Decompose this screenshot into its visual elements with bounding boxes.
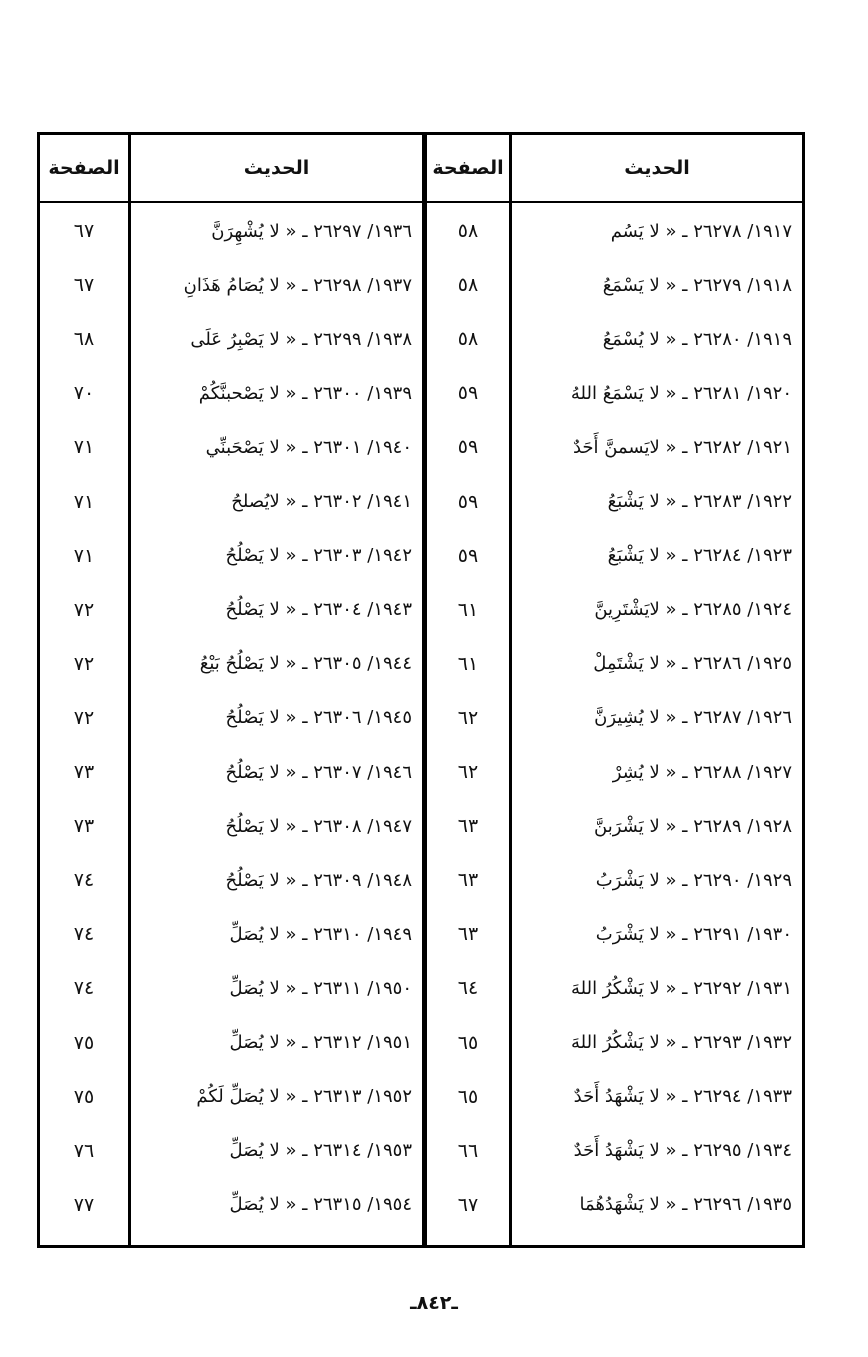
header-hadith-left: الحديث [243,157,310,179]
left-hadith-cell: ١٩٤٣/ ٢٦٣٠٤ ـ « لا يَصْلُحُ [225,599,412,621]
table-row [40,475,802,529]
right-hadith-cell: ١٩٢٤/ ٢٦٢٨٥ ـ « لايَشْتَرِينَّ [594,599,792,621]
right-page-cell: ٦٧ [457,1193,479,1216]
header-page-right: الصفحة [432,157,504,179]
left-page-cell: ٧٣ [73,761,95,783]
right-page-cell: ٦٤ [457,977,479,1000]
left-page-cell: ٧٤ [73,869,95,892]
table-row [40,799,802,853]
table-row [40,1016,802,1070]
table-row [40,907,802,961]
left-hadith-cell: ١٩٣٧/ ٢٦٢٩٨ ـ « لا يُصَامُ هَذَانِ [183,274,412,296]
page-number: ـ٨٤٢ـ [410,1292,458,1314]
right-page-cell: ٦٦ [457,1139,479,1162]
header-hadith-right: الحديث [624,157,690,179]
right-hadith-cell: ١٩٢٩/ ٢٦٢٩٠ ـ « لا يَشْرَبُ [595,869,792,891]
right-hadith-cell: ١٩١٩/ ٢٦٢٨٠ ـ « لا يُسْمَعُ [602,328,792,350]
table-row [40,366,802,420]
left-page-cell: ٦٧ [73,220,95,242]
right-hadith-cell: ١٩٢١/ ٢٦٢٨٢ ـ « لايَسمنَّ أَحَدٌ [572,436,792,458]
left-page-cell: ٧١ [73,490,95,513]
right-page-cell: ٥٩ [457,544,479,567]
left-page-cell: ٧٤ [73,923,95,946]
right-hadith-cell: ١٩١٨/ ٢٦٢٧٩ ـ « لا يَسْمَعُ [602,274,792,296]
left-hadith-cell: ١٩٥٢/ ٢٦٣١٣ ـ « لا يُصَلِّ لَكُمْ [196,1086,412,1108]
right-page-cell: ٥٨ [457,274,479,297]
left-hadith-cell: ١٩٤١/ ٢٦٣٠٢ ـ « لايُصلحُ [231,491,412,512]
right-page-cell: ٦٣ [457,923,479,946]
table-row [40,1178,802,1232]
right-hadith-cell: ١٩١٧/ ٢٦٢٧٨ ـ « لا يَسُم [610,220,792,242]
table-row [40,420,802,474]
left-hadith-cell: ١٩٤٤/ ٢٦٣٠٥ ـ « لا يَصْلُحُ بَيْعُ [199,653,412,675]
table-row [40,204,802,258]
left-hadith-cell: ١٩٣٩/ ٢٦٣٠٠ ـ « لا يَصْحبنَّكُمْ [198,382,412,404]
table-row [40,691,802,745]
right-page-cell: ٦٣ [457,815,479,838]
right-page-cell: ٥٨ [457,328,479,351]
left-hadith-cell: ١٩٤٧/ ٢٦٣٠٨ ـ « لا يَصْلُحُ [225,815,412,837]
hadith-index-table [37,132,805,1248]
left-page-cell: ٧٥ [73,1085,95,1108]
right-page-cell: ٦٢ [457,761,479,783]
right-page-cell: ٦٥ [457,1031,479,1054]
left-page-cell: ٧٦ [73,1139,95,1162]
right-hadith-cell: ١٩٣٠/ ٢٦٢٩١ ـ « لا يَشْرَبُ [595,923,792,945]
left-page-cell: ٦٨ [73,328,95,351]
right-hadith-cell: ١٩٢٨/ ٢٦٢٨٩ ـ « لا يَشْرَبنَّ [594,815,792,837]
right-page-cell: ٦٣ [457,869,479,892]
right-hadith-cell: ١٩٢٠/ ٢٦٢٨١ ـ « لا يَسْمَعُ اللهُ [570,382,792,404]
right-hadith-cell: ١٩٣٢/ ٢٦٢٩٣ ـ « لا يَشْكُرُ اللهَ [570,1032,792,1053]
right-page-cell: ٦٥ [457,1085,479,1108]
right-page-cell: ٥٩ [457,490,479,513]
header-page-left: الصفحة [48,157,120,179]
table-row [40,853,802,907]
right-hadith-cell: ١٩٢٧/ ٢٦٢٨٨ ـ « لا يُشِرْ [612,761,792,783]
table-row [40,583,802,637]
left-page-cell: ٧١ [73,436,95,459]
left-hadith-cell: ١٩٣٨/ ٢٦٢٩٩ ـ « لا يَصْبِرُ عَلَى [190,328,412,350]
right-page-cell: ٥٩ [457,436,479,459]
right-hadith-cell: ١٩٣١/ ٢٦٢٩٢ ـ « لا يَشْكُرُ اللهَ [570,977,792,999]
left-hadith-cell: ١٩٣٦/ ٢٦٢٩٧ ـ « لا يُشْهِرَنَّ [211,220,412,242]
right-page-cell: ٦٢ [457,706,479,729]
right-hadith-cell: ١٩٣٣/ ٢٦٢٩٤ ـ « لا يَشْهَدُ أَحَدٌ [573,1086,792,1108]
left-page-cell: ٧٢ [73,652,95,675]
left-hadith-cell: ١٩٤٠/ ٢٦٣٠١ ـ « لا يَصْحَبنِّي [205,436,412,458]
right-page-cell: ٦١ [457,652,479,675]
header-divider [40,201,802,203]
right-page-cell: ٦١ [457,598,479,621]
left-page-cell: ٧٢ [73,598,95,621]
left-hadith-cell: ١٩٤٩/ ٢٦٣١٠ ـ « لا يُصَلِّ [229,923,412,945]
left-page-cell: ٧٣ [73,815,95,838]
left-hadith-cell: ١٩٥٠/ ٢٦٣١١ ـ « لا يُصَلِّ [229,977,412,999]
left-hadith-cell: ١٩٥٤/ ٢٦٣١٥ ـ « لا يُصَلِّ [229,1194,412,1216]
left-hadith-cell: ١٩٤٥/ ٢٦٣٠٦ ـ « لا يَصْلُحُ [225,707,412,729]
table-row [40,258,802,312]
left-page-cell: ٦٧ [73,274,95,297]
table-row [40,529,802,583]
left-hadith-cell: ١٩٥١/ ٢٦٣١٢ ـ « لا يُصَلِّ [229,1032,412,1053]
table-row [40,961,802,1015]
left-hadith-cell: ١٩٤٦/ ٢٦٣٠٧ ـ « لا يَصْلُحُ [225,761,412,783]
table-row [40,637,802,691]
table-row [40,312,802,366]
right-hadith-cell: ١٩٣٥/ ٢٦٢٩٦ ـ « لا يَشْهَدُهُمَا [579,1194,792,1216]
right-page-cell: ٥٩ [457,382,479,405]
table-row [40,745,802,799]
right-page-cell: ٥٨ [457,220,479,242]
left-page-cell: ٧٥ [73,1031,95,1054]
table-row [40,1124,802,1178]
right-hadith-cell: ١٩٢٥/ ٢٦٢٨٦ ـ « لا يَشْتَمِلْ [593,653,792,675]
left-page-cell: ٧٢ [73,706,95,729]
left-hadith-cell: ١٩٤٢/ ٢٦٣٠٣ ـ « لا يَصْلُحُ [225,545,412,567]
left-hadith-cell: ١٩٥٣/ ٢٦٣١٤ ـ « لا يُصَلِّ [229,1140,412,1162]
right-hadith-cell: ١٩٣٤/ ٢٦٢٩٥ ـ « لا يَشْهَدُ أَحَدٌ [573,1140,792,1162]
right-hadith-cell: ١٩٢٣/ ٢٦٢٨٤ ـ « لا يَشْبَعُ [607,545,792,567]
right-hadith-cell: ١٩٢٢/ ٢٦٢٨٣ ـ « لا يَشْبَعُ [607,491,792,512]
left-hadith-cell: ١٩٤٨/ ٢٦٣٠٩ ـ « لا يَصْلُحُ [225,869,412,891]
left-page-cell: ٧١ [73,544,95,567]
left-page-cell: ٧٠ [73,382,95,405]
left-page-cell: ٧٧ [73,1193,95,1216]
left-page-cell: ٧٤ [73,977,95,1000]
right-hadith-cell: ١٩٢٦/ ٢٦٢٨٧ ـ « لا يُشِيرَنَّ [594,707,792,729]
table-row [40,1070,802,1124]
